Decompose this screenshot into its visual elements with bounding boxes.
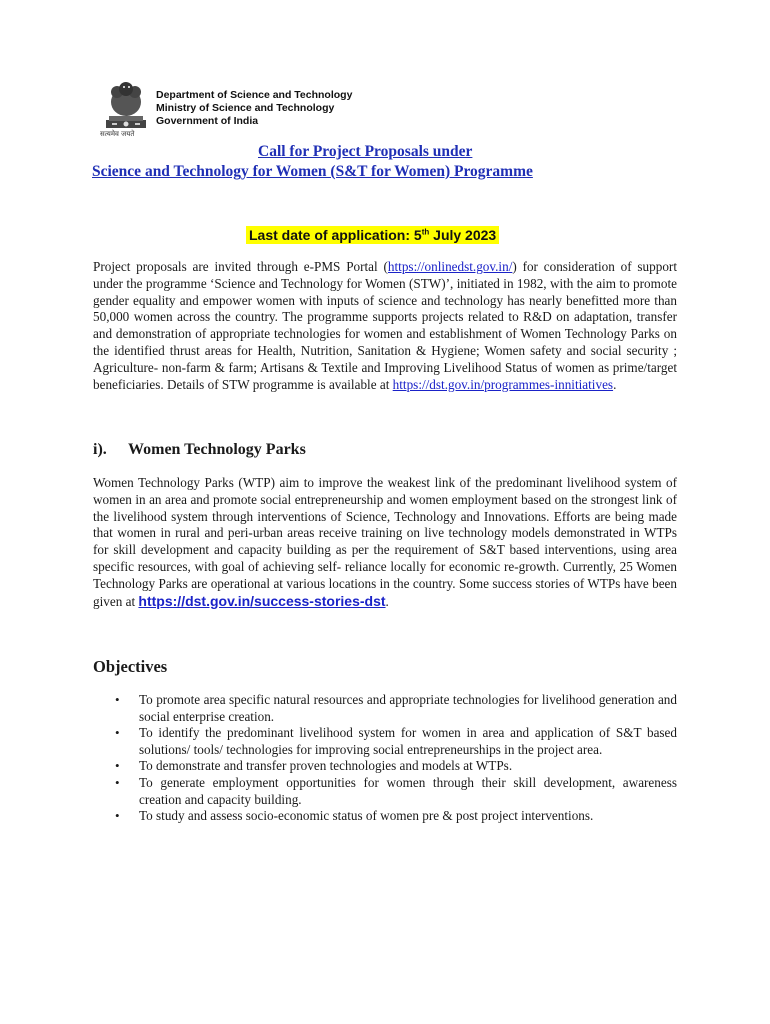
- list-item: [93, 692, 677, 725]
- programme-details-link[interactable]: https://dst.gov.in/programmes-innitiatives: [392, 376, 614, 392]
- section-number: i).: [93, 441, 107, 458]
- government-line: Government of India: [156, 115, 259, 127]
- objective-text: To study and assess socio-economic status of women pre & post project interventions.: [139, 808, 594, 824]
- bullet-icon: •: [115, 758, 120, 774]
- emblem-motto: सत्यमेव जयते: [100, 130, 135, 138]
- section-heading: [93, 441, 306, 459]
- wtp-paragraph: [93, 475, 677, 610]
- intro-text-2: ) for consideration of support under the programme ‘Science and Technology for Women (STW)’, initiated in 1982, with the aim to promote gender equality and empower women with inputs of science and technology has nearly benefitted more than 50,000 women across the country. The programme supports projects related to R&D on adaptation, transfer and demonstration of appropriate technologies for women and establishment of Women Technology Parks on the identified thrust areas for Health, Nutrition, Sanitation & Hygiene; Women safety and social security ; Agriculture- non-farm & farm; Artisans & Textile and Improving Livelihood Status of women as prime/target beneficiaries. Details of STW programme is available at: [93, 259, 677, 392]
- success-stories-link[interactable]: https://dst.gov.in/success-stories-dst: [138, 592, 386, 609]
- wtp-text-2: .: [385, 593, 389, 609]
- department-name-block: [156, 89, 352, 128]
- intro-text-1: Project proposals are invited through e-PMS Portal (: [93, 259, 388, 274]
- page-title-line-2: Science and Technology for Women (S&T for Women) Programme: [92, 163, 533, 180]
- wtp-text-1: Women Technology Parks (WTP) aim to improve the weakest link of the predominant livelihood system of women in an area and promote social entrepreneurship and women employment based on the strongest link of the livelihood system through interventions of Science, Technology and Innovations. Efforts are being made that women in rural and peri-urban areas receive training on live technology models demonstrated in WTPs for skill development and capacity building as per the requirement of S&T based interventions, using area specific resources, with goal of achieving self- reliance locally for economic re-growth. Currently, 25 Women Technology Parks are operational at various locations in the country. Some success stories of WTPs have been given at: [93, 475, 677, 609]
- objective-text: To demonstrate and transfer proven technologies and models at WTPs.: [139, 758, 513, 774]
- bullet-icon: •: [115, 725, 120, 741]
- bullet-icon: •: [115, 774, 120, 790]
- objective-text: To generate employment opportunities for women through their skill development, awareness creation and capacity building.: [139, 774, 677, 807]
- list-item: [93, 725, 677, 758]
- deadline-prefix: Last date of application: 5: [249, 227, 422, 243]
- ministry-line: Ministry of Science and Technology: [156, 102, 335, 114]
- epms-portal-link[interactable]: https://onlinedst.gov.in/: [387, 259, 513, 274]
- section-title: Women Technology Parks: [128, 441, 306, 458]
- intro-paragraph: [93, 259, 677, 393]
- intro-text-3: .: [613, 376, 617, 392]
- deadline-banner: [246, 226, 499, 244]
- list-item: [93, 808, 677, 825]
- national-emblem-icon: [100, 80, 152, 132]
- bullet-icon: •: [115, 692, 120, 707]
- list-item: [93, 775, 677, 808]
- objectives-list: [93, 692, 677, 825]
- objectives-heading: Objectives: [93, 657, 168, 676]
- page-title-line-1: Call for Project Proposals under: [258, 143, 473, 160]
- objective-text: To identify the predominant livelihood system for women in area and application of S&T based solutions/ tools/ technologies for improving social entrepreneurships in the project area.: [139, 725, 677, 757]
- objective-text: To promote area specific natural resources and appropriate technologies for livelihood generation and social enterprise creation.: [139, 692, 677, 724]
- bullet-icon: •: [115, 808, 120, 824]
- deadline-suffix: July 2023: [429, 227, 497, 243]
- deadline-ordinal: th: [421, 227, 430, 237]
- list-item: [93, 758, 677, 775]
- letterhead: [100, 80, 420, 140]
- department-line: Department of Science and Technology: [156, 89, 353, 101]
